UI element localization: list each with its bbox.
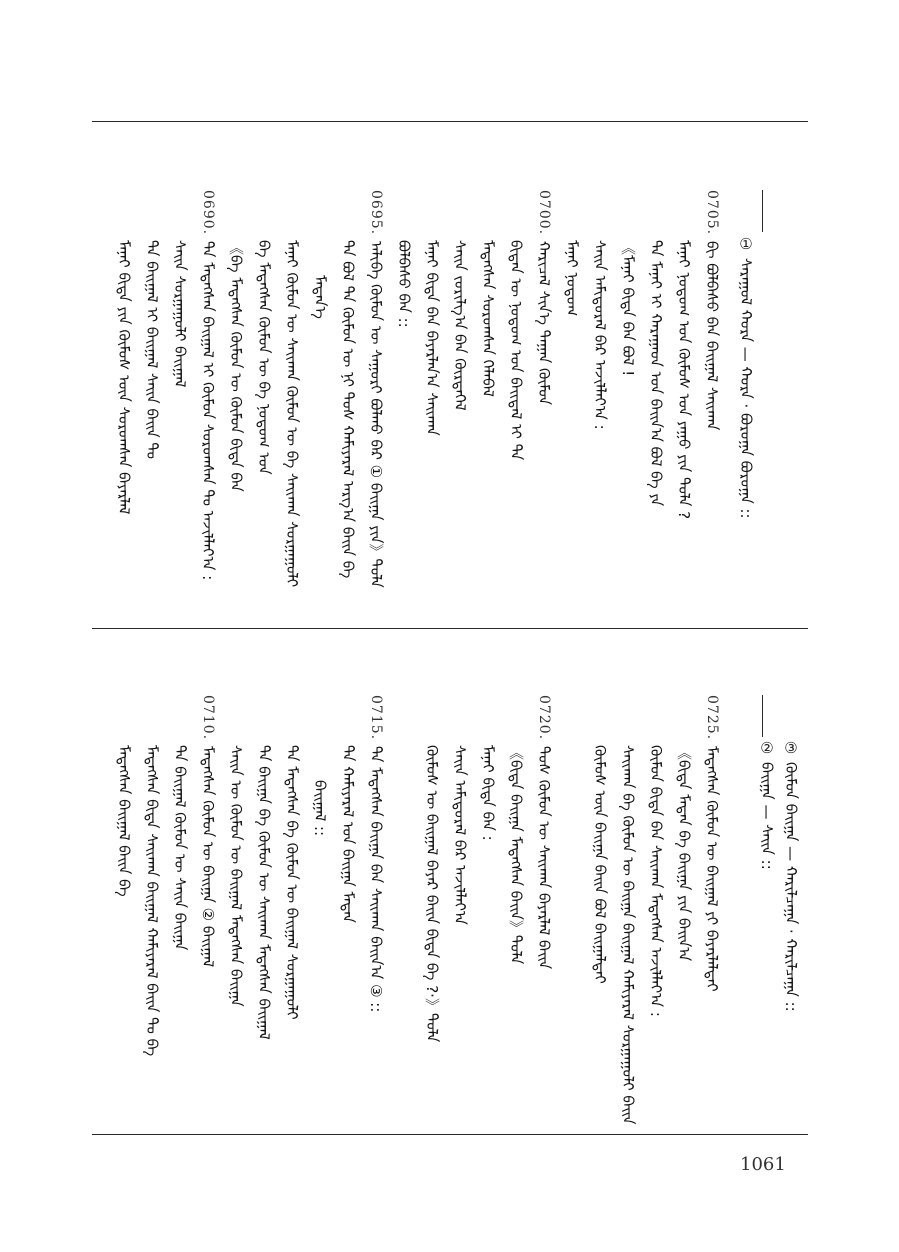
footnote-text: ᠪᠠᠢᠭᠠ — ᠰᠠᠢᠨ :: xyxy=(758,762,776,870)
verse-line: ᠬᠦᠮᠦᠰ ᠦ ᠪᠠᠢᠭᠠᠯ ᠪᠠᠶᠠᠷ ᠪᠠᠢᠨ ᠪᠢᠳᠡ ᠪᠠ ?·》ᠲᠤᠯᠠ xyxy=(423,745,441,1043)
verse-line: ᠮᠠᠨᠠᠢ ᠨᠤᠲᠤᠭ ᠤᠨ ᠬᠦᠮᠦᠰ ᠤᠨ ᠶᠠᠭᠤ ᠶᠢᠨ ᠲᠤᠯᠠ ? xyxy=(675,240,693,520)
footnote-text: ᠰᠠᠷᠠᠭᠤᠯ ᠬᠤᠷᠠ — ᠬᠤᠷᠠ · ᠪᠤᠷᠤᠭᠠ ᠪᠤᠷᠤᠭᠠ :: xyxy=(737,258,755,519)
verse-0690-line-2 xyxy=(172,240,188,387)
verse-0720-line-2 xyxy=(508,745,524,964)
verse-0695-line-1 xyxy=(368,190,384,588)
verse-line: ᠰᠠᠢᠨ ᠵᠣᠷᠢᠯᠭ᠎ᠠ ᠪᠠᠨ ᠬᠦᠷᠲᠡᠭᠡᠯ xyxy=(451,240,469,411)
verse-number: 0695. xyxy=(368,190,384,236)
verse-number: 0700. xyxy=(536,190,552,236)
verse-line: ᠮᠠᠨᠠᠢ ᠪᠢᠳᠡ ᠪᠠᠨ ᠪᠠᠶᠠᠷᠯᠠᠨ᠎ᠠ ᠰᠠᠢᠬᠠᠨ xyxy=(423,240,441,436)
verse-0715-line-3 xyxy=(312,780,328,836)
verse-0720-line-3 xyxy=(480,745,496,841)
verse-line: ᠪᠠᠢᠭᠠᠯ :: xyxy=(311,780,329,837)
verse-line: ᠲᠠ ᠮᠡᠳᠡᠭᠰᠡᠨ ᠪᠠ ᠬᠦᠮᠦᠨ ᠦ ᠪᠠᠢᠭᠠᠯ ᠰᠤᠷᠭᠠᠭᠤᠯᠢ xyxy=(283,745,301,1020)
verse-0715-line-4 xyxy=(284,745,300,1020)
verse-0710-line-2 xyxy=(172,745,188,950)
footnote-2 xyxy=(759,740,775,870)
verse-line: ᠮᠠᠨᠠᠢ ᠪᠢᠳᠡ ᠪᠠᠨ : xyxy=(479,745,497,841)
page-number: 1061 xyxy=(740,1154,786,1175)
verse-line: ᠠᠯᠢᠪᠠ ᠬᠦᠮᠦᠨ ᠦ ᠰᠠᠭᠤᠷᠢ ᠪᠣᠯᠬᠤ ᠪᠠᠷ ① ᠪᠠᠢᠭᠠ ᠶᠢᠨ》ᠲᠤᠯᠠ xyxy=(367,241,385,588)
verse-0700-line-2 xyxy=(508,240,524,460)
verse-line: ᠰᠠᠢᠨ ᠦ ᠬᠦᠮᠦᠨ ᠦ ᠪᠠᠢᠭᠠᠯ ᠮᠡᠳᠡᠭᠰᠡᠨ ᠪᠠᠢᠭᠠ xyxy=(227,745,245,1007)
verse-0705-line-4 xyxy=(620,240,636,376)
verse-line: ᠲᠠ ᠮᠡᠳᠡᠭᠰᠡᠨ ᠪᠠᠢᠭᠠᠯ ᠢ ᠬᠦᠮᠦᠨ ᠰᠤᠷᠤᠭᠰᠠᠨ ᠲᠤ ᠠᠵᠢᠯᠯᠠᠶ᠎ᠠ : xyxy=(199,241,217,581)
verse-line: ᠲᠤᠰ ᠬᠦᠮᠦᠨ ᠦ ᠰᠠᠢᠬᠠᠨ ᠪᠠᠶᠠᠷᠯᠠᠯ ᠪᠠᠢᠨ xyxy=(535,746,553,970)
verse-0715-line-5 xyxy=(256,745,272,1040)
verse-line: ᠪᠣᠯᠪᠠᠰᠤ ᠪᠠᠨ :: xyxy=(395,240,413,328)
footnote-text: ᠬᠦᠮᠦᠨ ᠪᠠᠢᠭᠠ — ᠬᠠᠷᠢᠯᠴᠠᠭᠠ · ᠬᠠᠷᠢᠯᠴᠠᠭᠠ :: xyxy=(782,762,800,1012)
verse-line: ᠮᠡᠳᠡᠭᠰᠡᠨ ᠪᠢᠳᠡ ᠰᠠᠢᠬᠠᠨ ᠪᠠᠢᠭᠠᠯ ᠬᠠᠮᠢᠶᠠᠷᠠᠯ ᠪᠠᠢᠨ ᠲᠤ ᠪᠠ xyxy=(143,745,161,1057)
verse-number: 0690. xyxy=(200,190,216,236)
verse-line: ᠮᠡᠳᠡᠭᠰᠡᠨ ᠬᠦᠮᠦᠨ ᠦ ᠪᠠᠢᠭᠠ ② ᠪᠠᠢᠭᠠᠯ xyxy=(199,746,217,968)
verse-0725-line-1 xyxy=(704,695,720,992)
verse-0700-line-6 xyxy=(396,240,412,328)
verse-0710-line-3 xyxy=(144,745,160,1056)
verse-0705-line-1 xyxy=(704,190,720,431)
verse-0700-line-5 xyxy=(424,240,440,436)
verse-line: ᠰᠠᠢᠨ ᠰᠤᠷᠭᠠᠭᠤᠯᠢ ᠪᠠᠢᠭᠠᠯ xyxy=(171,240,189,388)
verse-line: ᠮᠡᠳᠡᠨ᠎ᠡ xyxy=(311,275,329,319)
footnote-marker: ③ xyxy=(784,739,798,757)
verse-line: ᠲᠠ ᠪᠠᠢᠭᠠ ᠪᠠ ᠬᠦᠮᠦᠨ ᠦ ᠰᠠᠢᠬᠠᠨ ᠮᠡᠳᠡᠭᠰᠡᠨ ᠪᠠᠢᠭᠠᠯ xyxy=(255,745,273,1040)
verse-line: 《ᠮᠠᠨᠠᠢ ᠪᠢᠳᠡ ᠪᠠᠨ ᠪᠣᠯ ! xyxy=(619,240,637,377)
verse-0710-line-4 xyxy=(116,745,132,897)
verse-number: 0725. xyxy=(704,695,720,741)
footnote-marker: ② xyxy=(760,739,774,757)
verse-0725-line-4 xyxy=(620,745,636,1125)
verse-line: ᠮᠡᠳᠡᠭᠰᠡᠨ ᠪᠠᠢᠭᠠᠯ ᠪᠠᠢᠨ ᠪᠠ xyxy=(115,745,133,897)
top-rule xyxy=(92,121,808,122)
verse-line: ᠰᠠᠢᠨ ᠠᠮᠢᠳᠤᠷᠠᠯ ᠪᠠᠷ ᠠᠵᠢᠯᠯᠠᠶ᠎ᠠ : xyxy=(591,240,609,430)
verse-0695-line-5 xyxy=(256,240,272,475)
verse-0705-line-6 xyxy=(564,240,580,316)
upper-footnote-separator xyxy=(762,190,763,232)
middle-rule xyxy=(92,628,808,629)
bottom-rule xyxy=(92,1134,808,1135)
verse-line: ᠬᠦᠮᠦᠨ ᠪᠢᠳᠡ ᠪᠠᠨ ᠰᠠᠢᠬᠠᠨ ᠮᠡᠳᠡᠭᠰᠡᠨ ᠠᠵᠢᠯᠯᠠᠶ᠎ᠠ : xyxy=(647,745,665,1017)
verse-line: ᠮᠡᠳᠡᠭᠰᠡᠨ ᠰᠤᠷᠤᠭᠰᠠᠨ ᠬᠡᠯᠡᠪᠡᠯ xyxy=(479,240,497,397)
verse-0710-line-1 xyxy=(200,695,216,967)
verse-0695-line-6 xyxy=(228,240,244,492)
verse-line: ᠬᠦᠮᠦᠰ ᠦᠨ ᠪᠠᠢᠭᠠ ᠪᠠᠢᠨ ᠪᠣᠯ ᠪᠠᠢᠭᠠᠯᠲᠠᠢ xyxy=(591,745,609,984)
verse-line: ᠲᠠ ᠬᠠᠮᠢᠶᠠᠷᠠᠯ ᠤᠨ ᠪᠠᠢᠭᠠ ᠮᠡᠳᠡᠨ xyxy=(339,745,357,923)
verse-0725-line-3 xyxy=(648,745,664,1017)
verse-0690-line-4 xyxy=(116,240,132,514)
verse-line: ᠮᠠᠨᠠᠢ ᠪᠢᠳᠡ ᠶᠢᠨ ᠬᠦᠮᠦᠰ ᠦᠨ ᠰᠤᠷᠤᠭᠰᠠᠨ ᠪᠠᠶᠠᠷᠯᠠᠯ xyxy=(115,240,133,515)
verse-0725-line-5 xyxy=(592,745,608,984)
verse-line: ᠲᠠ ᠪᠠᠢᠭᠠᠯ ᠬᠦᠮᠦᠨ ᠦ ᠰᠠᠢᠨ ᠪᠠᠢᠭᠠ xyxy=(171,745,189,951)
verse-line: 《ᠪᠢᠳᠡ ᠪᠠᠢᠭᠠ ᠮᠡᠳᠡᠭᠰᠡᠨ ᠪᠠᠢᠨ》ᠲᠤᠯᠠ xyxy=(507,745,525,965)
verse-line: 《ᠪᠢᠳᠡ ᠮᠡᠳᠡᠨ ᠪᠠ ᠪᠠᠢᠭᠠ ᠶᠢᠨ ᠪᠠᠢᠨ᠎ᠠ xyxy=(675,745,693,962)
verse-0690-line-1 xyxy=(200,190,216,580)
verse-0695-line-4 xyxy=(284,240,300,587)
verse-0700-line-3 xyxy=(480,240,496,397)
verse-number: 0710. xyxy=(200,695,216,741)
verse-line: ᠪᠠ ᠮᠡᠳᠡᠭᠰᠡᠨ ᠬᠦᠮᠦᠨ ᠦ ᠪᠠ ᠨᠤᠲᠤᠭ ᠤᠨ xyxy=(255,240,273,475)
verse-number: 0715. xyxy=(368,695,384,741)
verse-line: ᠰᠠᠢᠨ ᠠᠮᠢᠳᠤᠷᠠᠯ ᠪᠠᠷ ᠠᠵᠢᠯᠯᠠᠶ᠎ᠠ xyxy=(451,745,469,925)
verse-0725-line-2 xyxy=(676,745,692,961)
verse-line: ᠲᠠ ᠮᠡᠳᠡᠭᠰᠡᠨ ᠪᠠᠢᠭᠠ ᠪᠠᠨ ᠰᠠᠢᠬᠠᠨ ᠪᠠᠢᠨ᠎ᠠ ③ :: xyxy=(367,746,385,1013)
verse-line: ᠮᠡᠳᠡᠭᠰᠡᠨ ᠬᠦᠮᠦᠨ ᠦ ᠪᠠᠢᠭᠠᠯ ᠶᠢ ᠪᠠᠶᠠᠷᠯᠠᠯᠲᠠᠢ xyxy=(703,746,721,992)
verse-line: ᠲᠡ ᠪᠣᠯ ᠲᠠ ᠬᠦᠮᠦᠨ ᠦ ᠨᠢ ᠲᠤᠰ ᠬᠠᠮᠢᠶᠠᠷᠠᠯ ᠠᠷᠭ᠎ᠠ ᠪᠠᠢᠨ ᠪᠠ xyxy=(339,240,357,579)
verse-0715-line-2 xyxy=(340,745,356,923)
verse-number: 0720. xyxy=(536,695,552,741)
verse-0705-line-2 xyxy=(676,240,692,519)
verse-0705-line-5 xyxy=(592,240,608,430)
verse-line: ᠮᠠᠨᠠᠢ ᠨᠤᠲᠤᠭ xyxy=(563,240,581,317)
lower-footnote-separator xyxy=(762,695,763,737)
footnote-1 xyxy=(738,236,754,519)
verse-0700-line-4 xyxy=(452,240,468,411)
verse-0715-line-6 xyxy=(228,745,244,1007)
verse-line: ᠰᠠᠢᠬᠠᠨ ᠪᠠ ᠬᠦᠮᠦᠨ ᠦ ᠪᠠᠢᠭᠠ ᠪᠠᠢᠭᠠᠯ ᠬᠠᠮᠢᠶᠠᠷᠠᠯ ᠰᠤᠷᠭᠠᠭᠤᠯᠢ ᠪᠠᠢᠨ xyxy=(619,745,637,1125)
verse-line: ᠪᠢᠳᠡᠨ ᠦ ᠨᠤᠲᠤᠭ ᠤᠨ ᠪᠠᠢᠳᠠᠯ ᠢ ᠲᠠ xyxy=(507,240,525,461)
verse-number: 0705. xyxy=(704,190,720,236)
verse-line: ᠮᠠᠨᠠᠢ ᠬᠦᠮᠦᠨ ᠦ ᠰᠠᠢᠬᠠᠨ ᠬᠦᠮᠦᠨ ᠦ ᠪᠠ ᠰᠠᠢᠬᠠᠨ ᠰᠤᠷᠭᠠᠭᠤᠯᠢ xyxy=(283,240,301,588)
verse-line: ᠬᠠᠷᠢᠴᠠᠯ ᠰᠢᠨ᠎ᠡ ᠳᠠᠭᠠᠨ ᠬᠦᠮᠦᠨ xyxy=(535,241,553,406)
verse-0690-line-3 xyxy=(144,240,160,459)
verse-0720-line-1 xyxy=(536,695,552,969)
verse-0715-line-1 xyxy=(368,695,384,1013)
verse-0695-line-2 xyxy=(340,240,356,578)
verse-line: ᠲᠠ ᠮᠠᠨᠠᠢ ᠢ ᠬᠠᠷᠠᠭᠠᠳ ᠤᠨ ᠪᠠᠢᠨ᠎ᠠ ᠪᠣᠯ ᠪᠠ ᠶᠠ xyxy=(647,240,665,507)
verse-line: ᠲᠠ ᠪᠠᠢᠭᠠᠯ ᠢ ᠪᠠᠢᠭᠠᠯ ᠰᠠᠢᠨ ᠪᠠᠢᠨ ᠲᠤ xyxy=(143,240,161,460)
footnote-marker: ① xyxy=(739,235,753,253)
verse-0695-line-3 xyxy=(312,275,328,319)
verse-0700-line-1 xyxy=(536,190,552,405)
verse-0720-line-5 xyxy=(424,745,440,1042)
verse-0720-line-4 xyxy=(452,745,468,925)
verse-0705-line-3 xyxy=(648,240,664,506)
verse-line: 《ᠪᠠ ᠮᠡᠳᠡᠭᠰᠡᠨ ᠬᠦᠮᠦᠨ ᠦ ᠬᠦᠮᠦᠨ ᠪᠢᠳᠡ ᠪᠠᠨ xyxy=(227,240,245,492)
verse-line: ᠪᠢ ᠪᠣᠯᠪᠠᠰᠤ ᠪᠠᠨ ᠪᠠᠢᠭᠠᠯ ᠰᠠᠢᠬᠠᠨ xyxy=(703,241,721,431)
footnote-3 xyxy=(783,740,799,1012)
